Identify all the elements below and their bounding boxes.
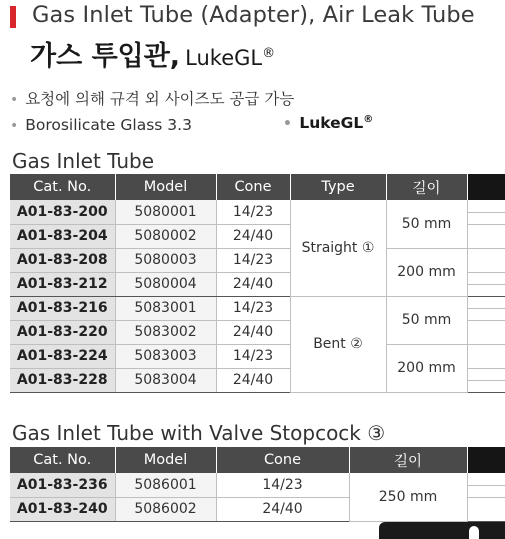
cell-extra [467, 473, 505, 497]
cell-cone: 24/40 [216, 224, 290, 248]
registered-mark: ® [262, 46, 276, 61]
cell-cat-no: A01-83-220 [10, 320, 115, 344]
page-title-korean [30, 34, 275, 73]
bullet-material [10, 116, 192, 134]
table-row [10, 344, 505, 368]
title-brand-name: LukeGL [185, 46, 263, 70]
cell-cone: 24/40 [216, 272, 290, 296]
cell-cone: 14/23 [216, 200, 290, 224]
cell-cat-no: A01-83-204 [10, 224, 115, 248]
cell-cat-no: A01-83-228 [10, 368, 115, 392]
cell-model: 5080002 [115, 224, 216, 248]
cell-model: 5083001 [115, 296, 216, 320]
gas-inlet-tube-valve-table [10, 447, 505, 522]
cell-model: 5080004 [115, 272, 216, 296]
table-header-row [10, 447, 505, 473]
cell-extra [467, 224, 505, 248]
image-notch [469, 526, 479, 539]
header-type: Type [290, 174, 386, 200]
cell-cat-no: A01-83-200 [10, 200, 115, 224]
bullet-dot-icon: • [10, 118, 19, 134]
cell-model: 5083003 [115, 344, 216, 368]
table-row [10, 296, 505, 320]
header-model: Model [115, 174, 216, 200]
cell-cat-no: A01-83-212 [10, 272, 115, 296]
table-row [10, 248, 505, 272]
cell-cone: 14/23 [216, 344, 290, 368]
cell-model: 5080001 [115, 200, 216, 224]
cell-type: Straight ① [290, 200, 386, 296]
bullet-text: Borosilicate Glass 3.3 [25, 116, 192, 134]
bullet-dot-icon: • [283, 116, 292, 133]
cell-extra [467, 272, 505, 296]
cell-cone: 14/23 [216, 296, 290, 320]
cell-length: 50 mm [386, 200, 467, 248]
cell-cone: 24/40 [216, 497, 349, 521]
section-title-valve-stopcock: Gas Inlet Tube with Valve Stopcock ③ [12, 421, 386, 445]
header-length: 길이 [349, 447, 467, 473]
header-cat-no: Cat. No. [10, 447, 115, 473]
cell-model: 5086001 [115, 473, 216, 497]
cell-cat-no: A01-83-236 [10, 473, 115, 497]
table-row [10, 473, 505, 497]
cell-length: 250 mm [349, 473, 467, 521]
cell-cat-no: A01-83-216 [10, 296, 115, 320]
cell-cone: 24/40 [216, 320, 290, 344]
bullet-text: LukeGL [299, 114, 364, 133]
title-accent-bar [10, 6, 16, 28]
bullet-dot-icon: • [10, 92, 19, 108]
header-cone: Cone [216, 174, 290, 200]
cell-cone: 14/23 [216, 473, 349, 497]
cell-extra [467, 200, 505, 224]
cell-cat-no: A01-83-240 [10, 497, 115, 521]
bullet-custom-size [10, 87, 294, 109]
cell-length: 200 mm [386, 248, 467, 296]
gas-inlet-tube-table [10, 174, 505, 393]
cell-extra [467, 344, 505, 368]
cell-model: 5086002 [115, 497, 216, 521]
cell-cat-no: A01-83-224 [10, 344, 115, 368]
product-image-fragment [379, 522, 505, 539]
title-korean-text: 가스 투입관, [30, 41, 181, 72]
cell-extra [467, 320, 505, 344]
cell-length: 50 mm [386, 296, 467, 344]
cell-extra [467, 497, 505, 521]
header-extra [467, 447, 505, 473]
cell-cat-no: A01-83-208 [10, 248, 115, 272]
cell-model: 5083002 [115, 320, 216, 344]
header-cat-no: Cat. No. [10, 174, 115, 200]
title-brand [185, 46, 275, 70]
cell-extra [467, 296, 505, 320]
page-title-english: Gas Inlet Tube (Adapter), Air Leak Tube [32, 2, 475, 28]
cell-model: 5083004 [115, 368, 216, 392]
section-title-gas-inlet-tube: Gas Inlet Tube [12, 149, 155, 173]
cell-extra [467, 368, 505, 392]
cell-extra [467, 248, 505, 272]
table-row [10, 200, 505, 224]
header-extra [467, 174, 505, 200]
header-cone: Cone [216, 447, 349, 473]
cell-type: Bent ② [290, 296, 386, 392]
table-header-row [10, 174, 505, 200]
header-model: Model [115, 447, 216, 473]
bullet-brand [283, 114, 373, 132]
cell-model: 5080003 [115, 248, 216, 272]
header-length: 길이 [386, 174, 467, 200]
bullet-text: 요청에 의해 규격 외 사이즈도 공급 가능 [25, 90, 295, 108]
registered-mark: ® [363, 114, 374, 125]
cell-length: 200 mm [386, 344, 467, 392]
cell-cone: 14/23 [216, 248, 290, 272]
cell-cone: 24/40 [216, 368, 290, 392]
